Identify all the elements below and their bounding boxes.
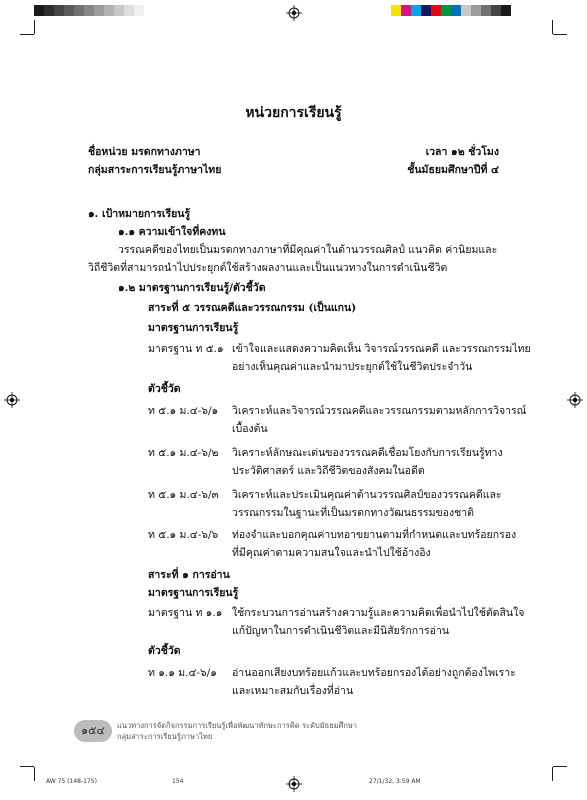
subsection-heading: ๑.๒ มาตรฐานการเรียนรู้/ตัวชี้วัด: [118, 282, 266, 294]
strand-heading: สาระที่ ๕ วรรณคดีและวรรณกรรม (เป็นแกน): [148, 302, 357, 314]
footer-title: แนวทางการจัดกิจกรรมการเรียนรู้เพื่อพัฒนาทักษะการคิด ระดับมัธยมศึกษา: [117, 721, 358, 730]
subject-group: กลุ่มสาระการเรียนรู้ภาษาไทย: [88, 164, 222, 176]
indicator-text: และเหมาะสมกับเรื่องที่อ่าน: [232, 685, 354, 697]
indicator-text: อ่านออกเสียงบทร้อยแก้วและบทร้อยกรองได้อย่างถูกต้องไพเราะ: [232, 667, 516, 679]
indicator-text: ท่องจำและบอกคุณค่าบทอาขยานตามที่กำหนดและบทร้อยกรอง: [232, 529, 517, 541]
color-swatch: [391, 5, 401, 16]
grade-level: ชั้นมัธยมศึกษาปีที่ ๔: [407, 164, 499, 176]
slug-file: AW 75 (148-175): [46, 778, 97, 785]
subsection-heading: ๑.๑ ความเข้าใจที่คงทน: [118, 226, 226, 238]
indicator-text: วิเคราะห์และประเมินคุณค่าด้านวรรณศิลป์ของวรรณคดีและ: [232, 489, 502, 501]
standard-text: อย่างเห็นคุณค่าและนำมาประยุกต์ใช้ในชีวิตประจำวัน: [232, 361, 473, 373]
indicator-code: ท ๕.๑ ม.๔-๖/๑: [148, 405, 219, 417]
paragraph-line: วิถีชีวิตที่สามารถนำไปประยุกต์ใช้สร้างผลงานและเป็นแนวทางในการดำเนินชีวิต: [88, 262, 448, 274]
indicator-text: ที่มีคุณค่าตามความสนใจและนำไปใช้อ้างอิง: [232, 547, 431, 559]
color-swatch: [461, 5, 471, 16]
color-swatch: [54, 5, 64, 16]
registration-mark-icon: [286, 5, 302, 21]
indicator-code: ท ๑.๑ ม.๔-๖/๑: [148, 667, 217, 679]
standard-text: ใช้กระบวนการอ่านสร้างความรู้และความคิดเพื่อนำไปใช้ตัดสินใจ: [232, 607, 525, 619]
standard-code: มาตรฐาน ท ๕.๑: [148, 343, 224, 355]
crop-mark: [20, 766, 34, 767]
color-swatch: [471, 5, 481, 16]
crop-mark: [552, 767, 553, 781]
crop-mark: [552, 20, 553, 34]
color-swatch: [34, 5, 44, 16]
standard-heading: มาตรฐานการเรียนรู้: [148, 587, 239, 599]
indicator-code: ท ๕.๑ ม.๔-๖/๒: [148, 447, 219, 459]
page-number-badge: ๑๕๔: [74, 720, 112, 742]
color-swatch: [411, 5, 421, 16]
color-swatch: [84, 5, 94, 16]
color-swatch: [431, 5, 441, 16]
indicator-text: ประวัติศาสตร์ และวิถีชีวิตของสังคมในอดีต: [232, 465, 425, 477]
standard-text: แก้ปัญหาในการดำเนินชีวิตและมีนิสัยรักการอ่าน: [232, 625, 450, 637]
unit-name: ชื่อหน่วย มรดกทางภาษา: [88, 146, 201, 158]
page-title: หน่วยการเรียนรู้: [245, 105, 342, 121]
color-swatch: [114, 5, 124, 16]
section-heading: ๑. เป้าหมายการเรียนรู้: [88, 208, 191, 220]
color-swatch: [491, 5, 501, 16]
registration-mark-icon: [286, 776, 302, 792]
indicator-code: ท ๕.๑ ม.๔-๖/๖: [148, 529, 219, 541]
strand-heading: สาระที่ ๑ การอ่าน: [148, 569, 230, 581]
standard-code: มาตรฐาน ท ๑.๑: [148, 607, 223, 619]
indicator-text: วรรณกรรมในฐานะที่เป็นมรดกทางวัฒนธรรมของชาติ: [232, 507, 474, 519]
color-swatch: [451, 5, 461, 16]
standard-heading: มาตรฐานการเรียนรู้: [148, 322, 239, 334]
registration-mark-icon: [567, 392, 583, 408]
color-swatch: [401, 5, 411, 16]
registration-mark-icon: [4, 392, 20, 408]
crop-mark: [553, 34, 567, 35]
color-bar: [391, 5, 511, 16]
color-swatch: [421, 5, 431, 16]
color-swatch: [74, 5, 84, 16]
color-swatch: [64, 5, 74, 16]
color-swatch: [104, 5, 114, 16]
indicator-text: เบื้องต้น: [232, 423, 268, 435]
indicator-heading: ตัวชี้วัด: [148, 645, 181, 657]
crop-mark: [34, 767, 35, 781]
paragraph-line: วรรณคดีของไทยเป็นมรดกทางภาษาที่มีคุณค่าในด้านวรรณศิลป์ แนวคิด ค่านิยมและ: [118, 244, 498, 256]
color-swatch: [501, 5, 511, 16]
indicator-text: วิเคราะห์ลักษณะเด่นของวรรณคดีเชื่อมโยงกับการเรียนรู้ทาง: [232, 447, 503, 459]
standard-text: เข้าใจและแสดงความคิดเห็น วิจารณ์วรรณคดี และวรรณกรรมไทย: [232, 343, 531, 355]
indicator-heading: ตัวชี้วัด: [148, 383, 181, 395]
color-swatch: [124, 5, 134, 16]
color-swatch: [44, 5, 54, 16]
grayscale-bar: [34, 5, 144, 16]
crop-mark: [34, 20, 35, 34]
color-swatch: [441, 5, 451, 16]
crop-mark: [553, 766, 567, 767]
unit-time: เวลา ๑๒ ชั่วโมง: [425, 146, 499, 158]
color-swatch: [134, 5, 144, 16]
crop-mark: [20, 34, 34, 35]
indicator-text: วิเคราะห์และวิจารณ์วรรณคดีและวรรณกรรมตามหลักการวิจารณ์: [232, 405, 527, 417]
indicator-code: ท ๕.๑ ม.๔-๖/๓: [148, 489, 219, 501]
slug-date: 27/1/32, 3:59 AM: [369, 778, 421, 785]
color-swatch: [481, 5, 491, 16]
color-swatch: [94, 5, 104, 16]
slug-page: 154: [172, 778, 184, 785]
footer-subtitle: กลุ่มสาระการเรียนรู้ภาษาไทย: [117, 732, 213, 741]
